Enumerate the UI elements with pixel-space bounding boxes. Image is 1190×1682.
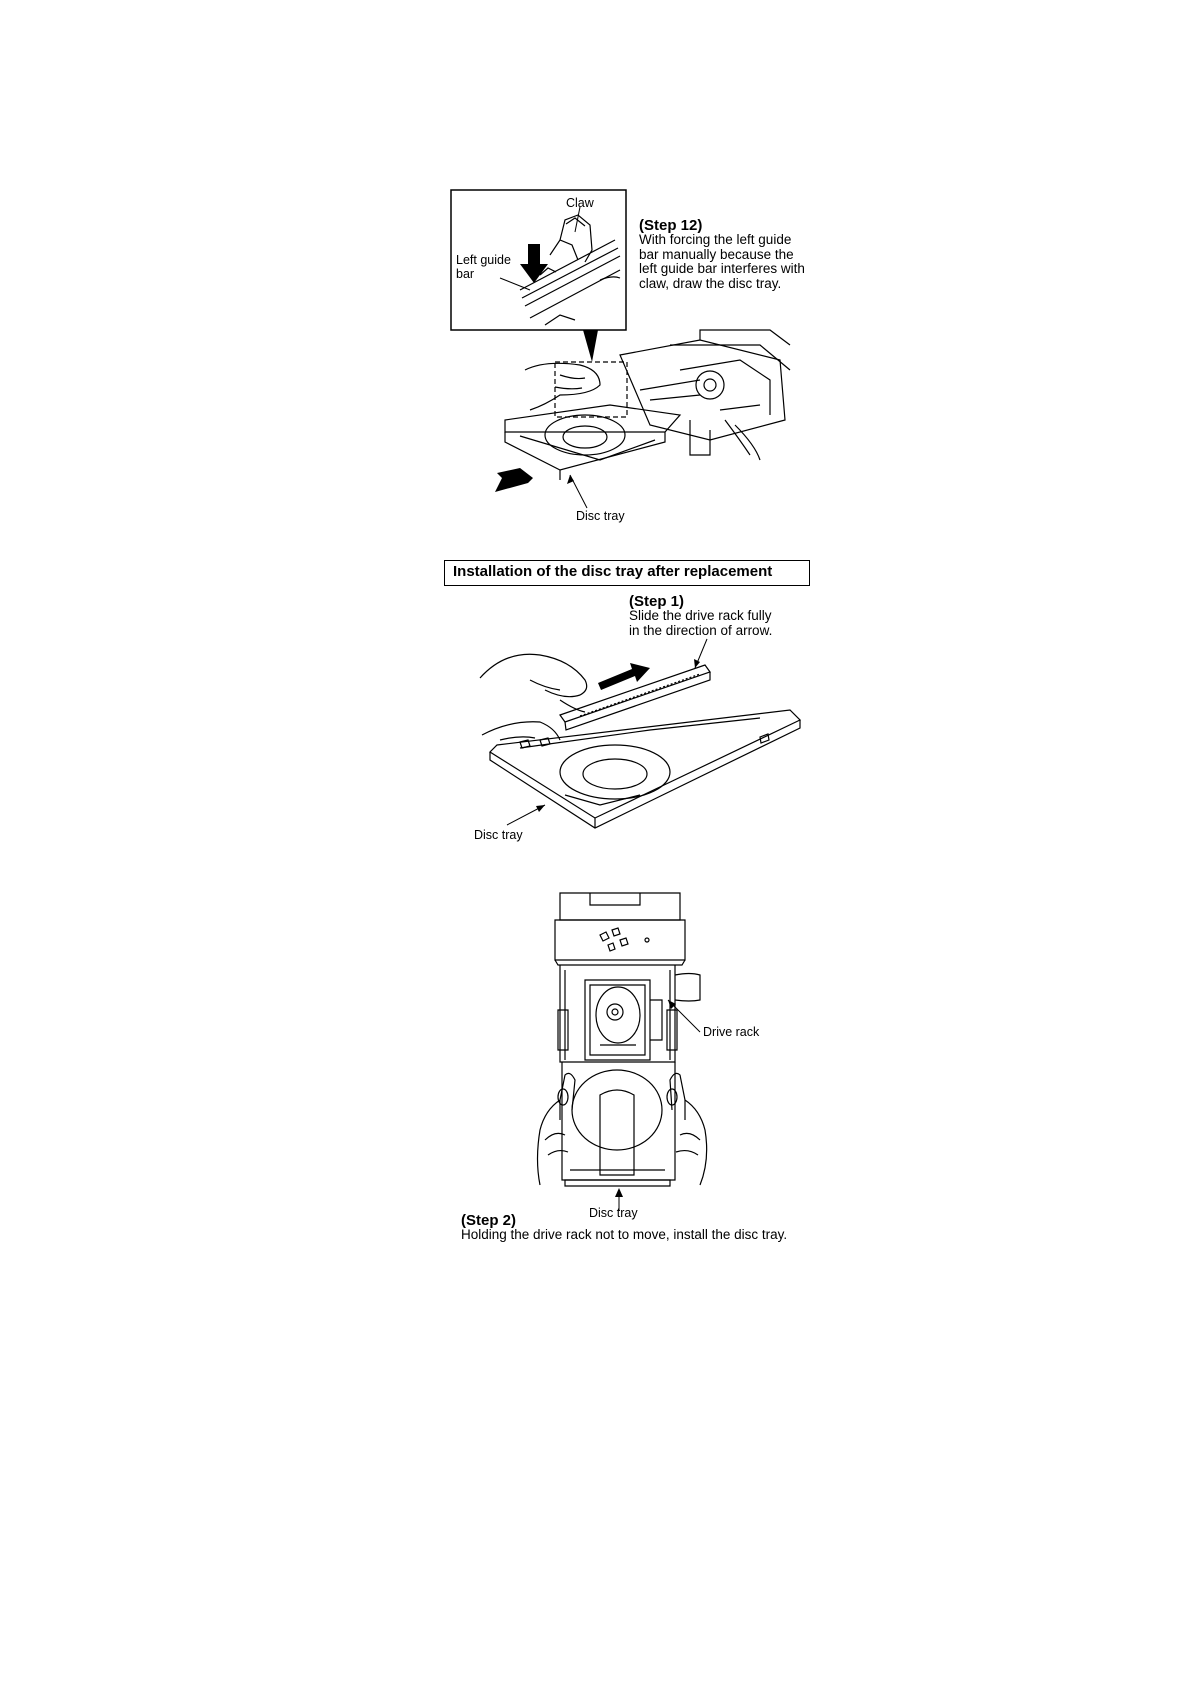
drive-rack-label: Drive rack	[703, 1025, 760, 1039]
step-12-instructions: With forcing the left guide bar manually because the left guide bar interferes with claw, draw the disc tray.	[639, 232, 805, 291]
step-2-instructions: Holding the drive rack not to move, install the disc tray.	[461, 1227, 788, 1242]
section-title: Installation of the disc tray after replacement	[444, 560, 810, 586]
step-1-instructions: Slide the drive rack fully in the direction of arrow.	[629, 608, 773, 638]
step-1-title: (Step 1)	[629, 593, 685, 610]
step-12-title: (Step 12)	[639, 217, 703, 234]
step-2-title: (Step 2)	[461, 1212, 517, 1229]
claw-label: Claw	[566, 196, 594, 210]
disc-tray-label-step-12: Disc tray	[576, 509, 625, 523]
disc-tray-label-step-1: Disc tray	[474, 828, 523, 842]
disc-tray-label-step-2: Disc tray	[589, 1206, 638, 1220]
left-guide-bar-label: Left guide bar	[456, 253, 511, 281]
